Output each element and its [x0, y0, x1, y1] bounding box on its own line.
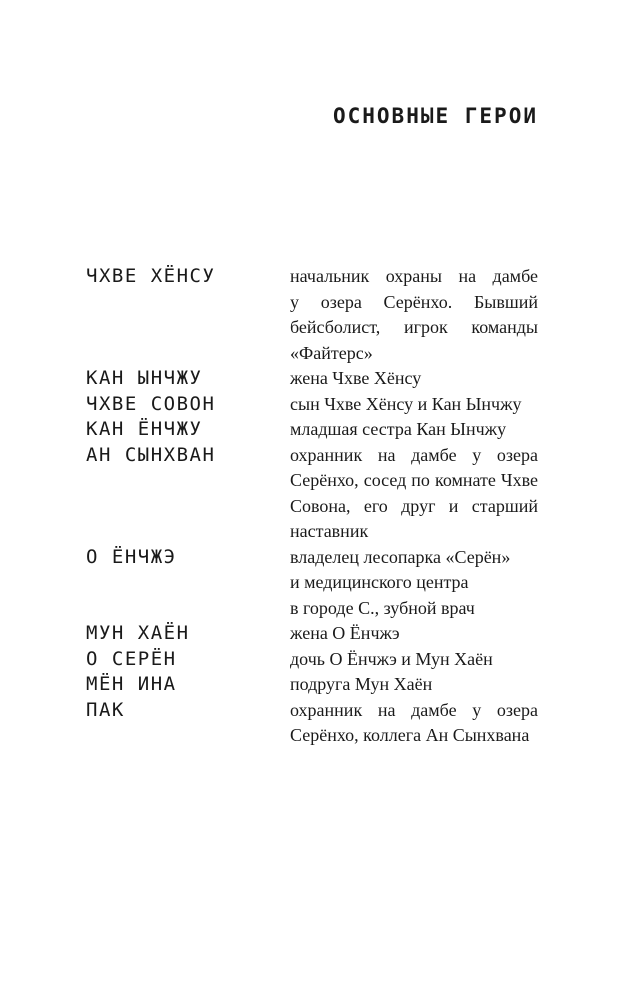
- character-name: АН СЫНХВАН: [86, 443, 216, 466]
- character-description: [290, 545, 538, 622]
- description-line: младшая сестра Кан Ынчжу: [290, 419, 507, 439]
- description-line: Совона, его друг и старший: [290, 495, 538, 516]
- description-line: начальник охраны на дамбе: [290, 266, 538, 286]
- character-description: [290, 417, 538, 443]
- character-name: МУН ХАЁН: [86, 622, 190, 644]
- character-entry: [86, 621, 538, 647]
- character-entry: [86, 417, 538, 443]
- description-line: у озера Серёнхо. Бывший: [290, 291, 538, 312]
- character-description: [290, 647, 538, 673]
- description-line: подруга Мун Хаён: [290, 674, 433, 694]
- character-entry: [86, 545, 538, 622]
- description-line: дочь О Ёнчжэ и Мун Хаён: [290, 648, 493, 669]
- character-name: КАН ЫНЧЖУ: [86, 367, 203, 389]
- character-name: ПАК: [86, 698, 125, 721]
- character-name: О СЕРЁН: [86, 647, 177, 670]
- description-line: сын Чхве Хёнсу и Кан Ынчжу: [290, 393, 522, 414]
- description-line: охранник на дамбе у озера: [290, 699, 538, 720]
- character-name: КАН ЁНЧЖУ: [86, 418, 203, 440]
- character-entry: [86, 647, 538, 673]
- character-name: МЁН ИНА: [86, 673, 177, 695]
- character-entry: [86, 443, 538, 545]
- description-line: в городе С., зубной врач: [290, 597, 475, 618]
- description-line: жена О Ёнчжэ: [290, 623, 400, 643]
- character-entry: [86, 392, 538, 418]
- character-list: [86, 264, 538, 749]
- character-description: [290, 392, 538, 418]
- description-line: владелец лесопарка «Серён»: [290, 546, 511, 567]
- character-description: [290, 443, 538, 545]
- description-line: Серёнхо, сосед по комнате Чхве: [290, 470, 538, 490]
- description-line: и медицинского центра: [290, 572, 469, 592]
- description-line: Серёнхо, коллега Ан Сынхвана: [290, 725, 530, 745]
- character-entry: [86, 366, 538, 392]
- description-line: жена Чхве Хёнсу: [290, 368, 422, 388]
- character-description: [290, 672, 538, 698]
- description-line: охранник на дамбе у озера: [290, 444, 538, 465]
- character-description: [290, 698, 538, 749]
- character-name: ЧХВЕ ХЁНСУ: [86, 265, 216, 287]
- character-description: [290, 366, 538, 392]
- character-name: О ЁНЧЖЭ: [86, 545, 177, 568]
- character-entry: [86, 672, 538, 698]
- character-description: [290, 264, 538, 366]
- description-line: «Файтерс»: [290, 342, 373, 363]
- description-line: бейсболист, игрок команды: [290, 317, 538, 337]
- character-entry: [86, 698, 538, 749]
- description-line: наставник: [290, 521, 369, 541]
- character-entry: [86, 264, 538, 366]
- page-title: ОСНОВНЫЕ ГЕРОИ: [332, 104, 538, 128]
- character-name: ЧХВЕ СОВОН: [86, 392, 216, 415]
- character-description: [290, 621, 538, 647]
